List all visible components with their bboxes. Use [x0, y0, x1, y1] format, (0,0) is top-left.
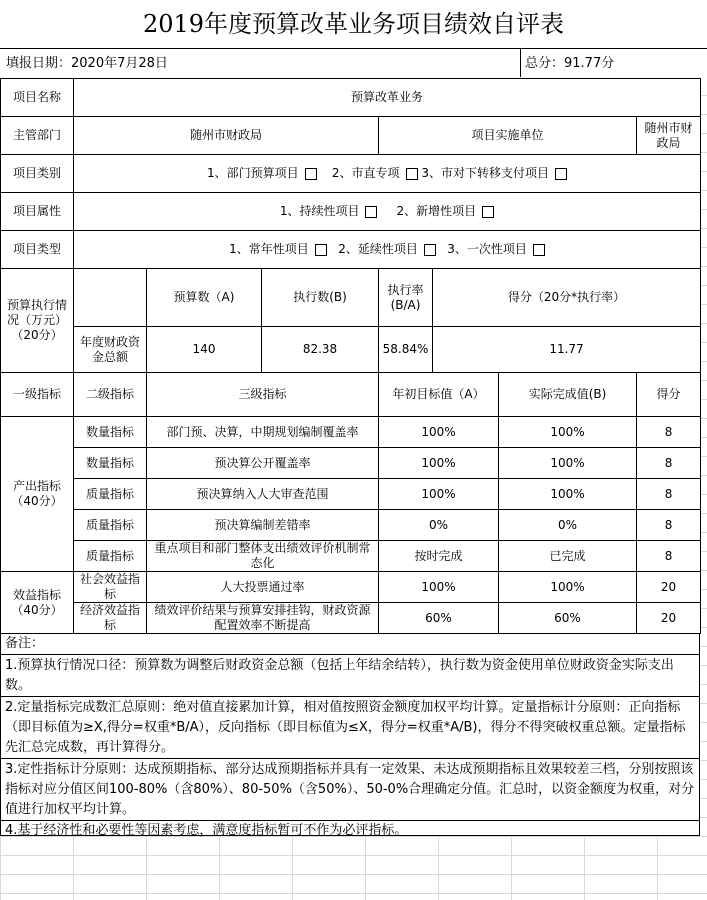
indicator-h4: 年初目标值（A）: [379, 373, 499, 417]
attribute-opt1: 1、持续性项目: [279, 204, 360, 218]
row-project-name: [1, 79, 701, 117]
note-2: 2.定量指标完成数汇总原则：绝对值直接累加计算，相对值按照资金额度加权平均计算。定量指标计分原则：正向指标（即目标值为≥X,得分=权重*B/A），反向指标（即目标值为≤X，得分=权重*A/B)，得分不得突破权重总额。定量指标先汇总完成数，再计算得分。: [1, 697, 699, 759]
level2-cell: 经济效益指标: [74, 603, 147, 634]
budget-row-label: 年度财政资金总额: [74, 327, 147, 373]
budget-value: 140: [147, 327, 262, 373]
benefit-indicator-label: 效益指标（40分）: [1, 572, 74, 634]
target-cell: 60%: [379, 603, 499, 634]
row-dept: [1, 117, 701, 155]
level2-cell: 数量指标: [74, 448, 147, 479]
level2-cell: 数量指标: [74, 417, 147, 448]
type-opt2: 2、延续性项目: [338, 242, 418, 256]
score-cell: 8: [637, 479, 701, 510]
notes-header: 备注：: [1, 634, 699, 655]
indicator-h3: 三级指标: [147, 373, 379, 417]
row-budget-header: [1, 269, 701, 327]
evaluation-table: [0, 78, 701, 634]
type-label: 项目类型: [1, 231, 74, 269]
budget-score-value: 11.77: [433, 327, 701, 373]
level3-cell: 部门预、决算，中期规划编制覆盖率: [147, 417, 379, 448]
actual-cell: 100%: [499, 417, 637, 448]
row-category: [1, 155, 701, 193]
table-row: [1, 417, 701, 448]
level3-cell: 预决算公开覆盖率: [147, 448, 379, 479]
checkbox-icon[interactable]: [424, 244, 436, 256]
actual-cell: 100%: [499, 479, 637, 510]
score-cell: 8: [637, 541, 701, 572]
notes-section: [0, 634, 700, 836]
level2-cell: 社会效益指标: [74, 572, 147, 603]
score-cell: 20: [637, 572, 701, 603]
note-4: 4.基于经济性和必要性等因素考虑，满意度指标暂可不作为必评指标。: [5, 823, 408, 838]
checkbox-icon[interactable]: [482, 206, 494, 218]
checkbox-icon[interactable]: [305, 168, 317, 180]
level3-cell: 人大投票通过率: [147, 572, 379, 603]
score-cell: 8: [637, 510, 701, 541]
table-row: [1, 510, 701, 541]
table-row: [1, 572, 701, 603]
target-cell: 0%: [379, 510, 499, 541]
note-1: 1.预算执行情况口径：预算数为调整后财政资金总额（包括上年结余结转），执行数为资金使用单位财政资金实际支出数。: [1, 655, 699, 697]
report-date: 填报日期：2020年7月28日: [6, 56, 168, 71]
project-name-value: 预算改革业务: [74, 79, 701, 117]
checkbox-icon[interactable]: [533, 244, 545, 256]
level2-cell: 质量指标: [74, 510, 147, 541]
checkbox-icon[interactable]: [365, 206, 377, 218]
type-opt3: 3、一次性项目: [447, 242, 527, 256]
target-cell: 100%: [379, 479, 499, 510]
category-opt1: 1、部门预算项目: [207, 166, 299, 180]
checkbox-icon[interactable]: [406, 168, 418, 180]
attribute-label: 项目属性: [1, 193, 74, 231]
dept-value: 随州市财政局: [74, 117, 379, 155]
indicator-h1: 一级指标: [1, 373, 74, 417]
checkbox-icon[interactable]: [555, 168, 567, 180]
impl-unit-value: 随州市财政局: [637, 117, 701, 155]
category-label: 项目类别: [1, 155, 74, 193]
target-cell: 100%: [379, 572, 499, 603]
level2-cell: 质量指标: [74, 541, 147, 572]
category-options: [74, 155, 701, 193]
indicator-h6: 得分: [637, 373, 701, 417]
attribute-options: [74, 193, 701, 231]
level3-cell: 预决算编制差错率: [147, 510, 379, 541]
table-row: [1, 541, 701, 572]
type-opt1: 1、常年性项目: [229, 242, 309, 256]
page-title: 2019年度预算改革业务项目绩效自评表: [0, 0, 707, 49]
row-type: [1, 231, 701, 269]
total-score: 总分：91.77分: [520, 49, 614, 77]
project-name-label: 项目名称: [1, 79, 74, 117]
actual-cell: 已完成: [499, 541, 637, 572]
type-options: [74, 231, 701, 269]
attribute-opt2: 2、新增性项目: [396, 204, 477, 218]
indicator-h2: 二级指标: [74, 373, 147, 417]
table-row: [1, 479, 701, 510]
target-cell: 按时完成: [379, 541, 499, 572]
checkbox-icon[interactable]: [315, 244, 327, 256]
budget-empty-cell: [74, 269, 147, 327]
table-row: [1, 603, 701, 634]
target-cell: 100%: [379, 417, 499, 448]
budget-col-exec: 执行数(B): [262, 269, 379, 327]
table-row: [1, 448, 701, 479]
rate-value: 58.84%: [379, 327, 433, 373]
row-indicator-header: [1, 373, 701, 417]
budget-col-score: 得分（20分*执行率）: [433, 269, 701, 327]
row-attribute: [1, 193, 701, 231]
output-indicator-label: 产出指标（40分）: [1, 417, 74, 572]
score-cell: 8: [637, 448, 701, 479]
info-row: [0, 49, 707, 77]
actual-cell: 60%: [499, 603, 637, 634]
exec-value: 82.38: [262, 327, 379, 373]
actual-cell: 0%: [499, 510, 637, 541]
dept-label: 主管部门: [1, 117, 74, 155]
budget-label: 预算执行情况（万元）（20分）: [1, 269, 74, 373]
budget-col-budget: 预算数（A): [147, 269, 262, 327]
target-cell: 100%: [379, 448, 499, 479]
score-cell: 8: [637, 417, 701, 448]
indicator-h5: 实际完成值(B): [499, 373, 637, 417]
level3-cell: 重点项目和部门整体支出绩效评价机制常态化: [147, 541, 379, 572]
impl-unit-label: 项目实施单位: [379, 117, 637, 155]
actual-cell: 100%: [499, 572, 637, 603]
budget-col-rate: 执行率(B/A): [379, 269, 433, 327]
actual-cell: 100%: [499, 448, 637, 479]
level3-cell: 预决算纳入人大审查范围: [147, 479, 379, 510]
category-opt2: 2、市直专项: [331, 166, 400, 180]
score-cell: 20: [637, 603, 701, 634]
level2-cell: 质量指标: [74, 479, 147, 510]
category-opt3: 3、市对下转移支付项目: [421, 166, 550, 180]
row-budget-values: [1, 327, 701, 373]
level3-cell: 绩效评价结果与预算安排挂钩，财政资源配置效率不断提高: [147, 603, 379, 634]
note-3: 3.定性指标计分原则：达成预期指标、部分达成预期指标并具有一定效果、未达成预期指标且效果较差三档，分别按照该指标对应分值区间100-80%（含80%）、80-50%（含50%）、50-0%合理确定分值。汇总时，以资金额度为权重，对分值进行加权平均计算。: [1, 759, 699, 821]
